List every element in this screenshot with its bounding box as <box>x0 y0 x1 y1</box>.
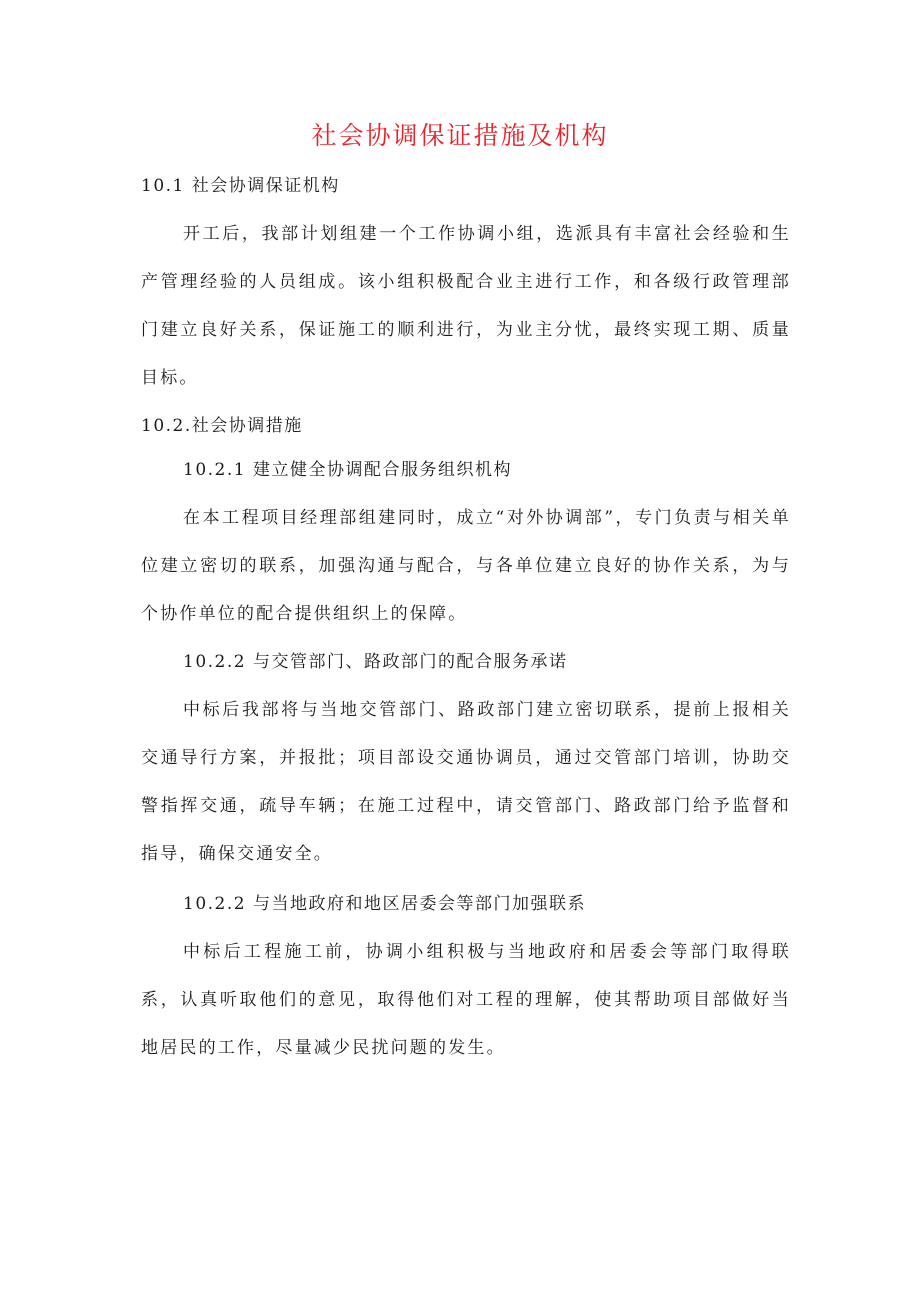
document-title: 社会协调保证措施及机构 <box>311 121 609 150</box>
subsection-heading-10-2-1: 10.2.1 建立健全协调配合服务组织机构 <box>183 460 512 480</box>
subsection-heading-10-2-2: 10.2.2 与交管部门、路政部门的配合服务承诺 <box>183 652 568 672</box>
subsection-paragraph-10-2-2: 中标后我部将与当地交管部门、路政部门建立密切联系，提前上报相关交通导行方案，并报批；项目部设交通协调员，通过交管部门培训，协助交警指挥交通，疏导车辆；在施工过程中，请交管部门、路政部门给予监督和指导，确保交通安全。 <box>141 700 791 864</box>
subsection-heading-10-2-3: 10.2.2 与当地政府和地区居委会等部门加强联系 <box>183 894 586 914</box>
document-body <box>141 170 791 1072</box>
section-heading-10-2: 10.2.社会协调措施 <box>141 416 303 436</box>
section-paragraph-10-1: 开工后，我部计划组建一个工作协调小组，选派具有丰富社会经验和生产管理经验的人员组成。该小组积极配合业主进行工作，和各级行政管理部门建立良好关系，保证施工的顺利进行，为业主分忧，最终实现工期、质量目标。 <box>141 224 791 388</box>
section-heading-10-1: 10.1 社会协调保证机构 <box>141 176 340 196</box>
subsection-paragraph-10-2-1: 在本工程项目经理部组建同时，成立“对外协调部”，专门负责与相关单位建立密切的联系，加强沟通与配合，与各单位建立良好的协作关系，为与个协作单位的配合提供组织上的保障。 <box>141 508 791 624</box>
subsection-paragraph-10-2-3: 中标后工程施工前，协调小组积极与当地政府和居委会等部门取得联系，认真听取他们的意见，取得他们对工程的理解，使其帮助项目部做好当地居民的工作，尽量减少民扰问题的发生。 <box>141 942 791 1058</box>
